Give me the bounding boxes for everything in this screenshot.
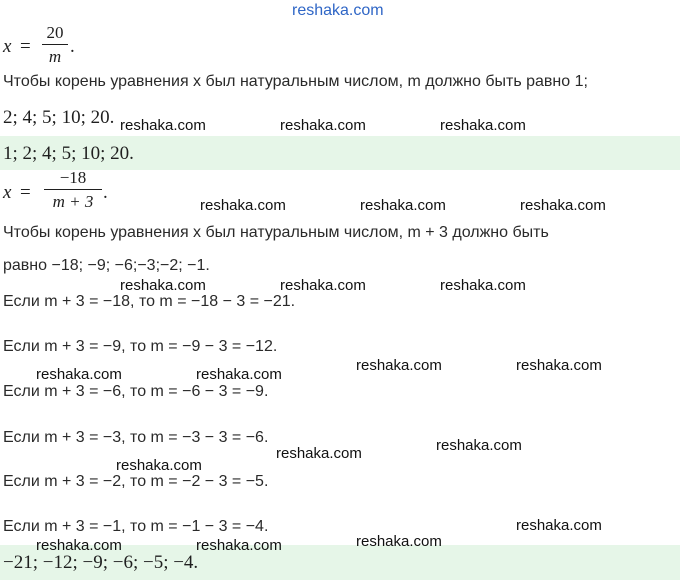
equals-sign-2: = (20, 182, 31, 203)
answer-1: 1; 2; 4; 5; 10; 20. (3, 143, 134, 164)
case-line-1: Если m + 3 = −18, то m = −18 − 3 = −21. (3, 293, 296, 310)
fraction-2-bar (44, 189, 102, 190)
fraction-2-denominator: m + 3 (52, 192, 94, 211)
divisors-list: 2; 4; 5; 10; 20. (3, 107, 115, 128)
watermark: reshaka.com (356, 533, 442, 550)
watermark: reshaka.com (436, 437, 522, 454)
trail-dot-1: . (70, 36, 75, 57)
watermark: reshaka.com (360, 197, 446, 214)
case-line-6: Если m + 3 = −1, то m = −1 − 3 = −4. (3, 518, 269, 535)
watermark: reshaka.com (520, 197, 606, 214)
watermark: reshaka.com (196, 366, 282, 383)
watermark: reshaka.com (440, 117, 526, 134)
watermark: reshaka.com (440, 277, 526, 294)
watermark: reshaka.com (120, 277, 206, 294)
watermark: reshaka.com (116, 457, 202, 474)
watermark: reshaka.com (120, 117, 206, 134)
fraction-2 (44, 169, 102, 211)
case-line-5: Если m + 3 = −2, то m = −2 − 3 = −5. (3, 473, 269, 490)
fraction-1 (42, 24, 68, 66)
condition-sentence-1: Чтобы корень уравнения x был натуральным числом, m должно быть равно 1; (3, 73, 588, 90)
case-line-3: Если m + 3 = −6, то m = −6 − 3 = −9. (3, 383, 269, 400)
watermark-top: reshaka.com (292, 2, 384, 19)
x-variable-1: x (3, 36, 12, 57)
answer-2: −21; −12; −9; −6; −5; −4. (3, 552, 199, 573)
watermark: reshaka.com (356, 357, 442, 374)
fraction-1-bar (42, 44, 68, 45)
watermark: reshaka.com (516, 517, 602, 534)
equals-sign-1: = (20, 36, 31, 57)
watermark: reshaka.com (516, 357, 602, 374)
watermark: reshaka.com (36, 537, 122, 554)
watermark: reshaka.com (196, 537, 282, 554)
fraction-1-denominator: m (48, 47, 62, 66)
watermark: reshaka.com (276, 445, 362, 462)
case-line-4: Если m + 3 = −3, то m = −3 − 3 = −6. (3, 429, 269, 446)
case-line-2: Если m + 3 = −9, то m = −9 − 3 = −12. (3, 338, 278, 355)
watermark: reshaka.com (280, 277, 366, 294)
fraction-1-numerator: 20 (46, 23, 64, 42)
x-variable-2: x (3, 182, 12, 203)
watermark: reshaka.com (280, 117, 366, 134)
values-line-2: равно −18; −9; −6;−3;−2; −1. (3, 257, 210, 274)
trail-dot-2: . (103, 182, 108, 203)
condition-sentence-2: Чтобы корень уравнения x был натуральным числом, m + 3 должно быть (3, 224, 549, 241)
watermark: reshaka.com (36, 366, 122, 383)
watermark: reshaka.com (200, 197, 286, 214)
fraction-2-numerator: −18 (59, 168, 87, 187)
